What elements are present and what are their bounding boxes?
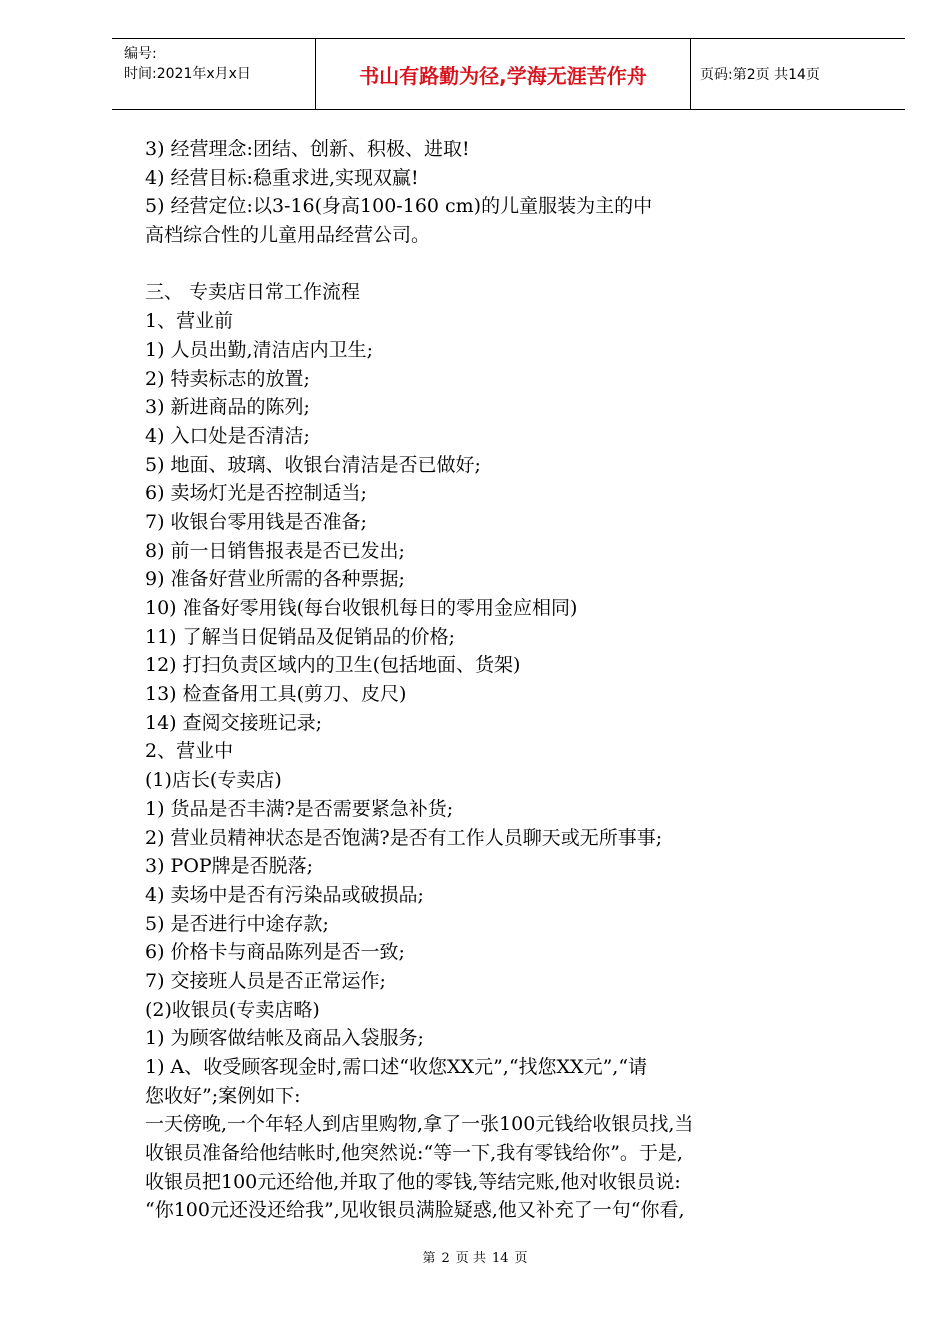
text-line: 1) 为顾客做结帐及商品入袋服务; bbox=[145, 1027, 424, 1050]
text-line: 1) A、收受顾客现金时,需口述“收您XX元”,“找您XX元”,“请 bbox=[145, 1056, 648, 1078]
text-line: 高档综合性的儿童用品经营公司。 bbox=[145, 224, 431, 247]
footer-page-number: 2 bbox=[441, 1251, 450, 1266]
text-line: 6) 价格卡与商品陈列是否一致; bbox=[145, 941, 405, 964]
text-line: 三、 专卖店日常工作流程 bbox=[145, 281, 361, 304]
footer-total-pages: 14 bbox=[491, 1251, 509, 1266]
footer-suffix: 页 bbox=[514, 1251, 528, 1266]
page-info-text: 页码:第2页 共14页 bbox=[700, 67, 820, 83]
text-line: (1)店长(专卖店) bbox=[145, 769, 282, 792]
text-line: 7) 收银台零用钱是否准备; bbox=[145, 510, 367, 533]
motto-text: 书山有路勤为径,学海无涯苦作舟 bbox=[359, 63, 647, 88]
footer-middle: 页 共 bbox=[455, 1251, 486, 1266]
header-motto-cell bbox=[315, 39, 691, 109]
text-line: 3) POP牌是否脱落; bbox=[145, 855, 314, 878]
text-line: 6) 卖场灯光是否控制适当; bbox=[145, 482, 367, 505]
text-line: 收银员准备给他结帐时,他突然说:“等一下,我有零钱给你”。于是, bbox=[145, 1142, 683, 1165]
text-line: 收银员把100元还给他,并取了他的零钱,等结完账,他对收银员说: bbox=[145, 1170, 681, 1193]
number-label: 编号: bbox=[124, 46, 157, 62]
text-line: 2) 营业员精神状态是否饱满?是否有工作人员聊天或无所事事; bbox=[145, 826, 663, 849]
document-body bbox=[145, 135, 880, 1225]
text-line: 8) 前一日销售报表是否已发出; bbox=[145, 539, 405, 562]
time-label: 时间:2021年x月x日 bbox=[124, 66, 251, 82]
text-line: (2)收银员(专卖店略) bbox=[145, 998, 320, 1021]
text-line: 5) 经营定位:以3-16(身高100-160 cm)的儿童服装为主的中 bbox=[145, 195, 653, 218]
text-line: 2、营业中 bbox=[145, 740, 234, 763]
text-line: 5) 地面、玻璃、收银台清洁是否已做好; bbox=[145, 453, 481, 476]
blank-line bbox=[145, 250, 880, 279]
text-line: 1、营业前 bbox=[145, 310, 234, 333]
text-line: 3) 新进商品的陈列; bbox=[145, 396, 310, 419]
text-line: 4) 经营目标:稳重求进,实现双赢! bbox=[145, 166, 419, 189]
text-line: 9) 准备好营业所需的各种票据; bbox=[145, 568, 405, 591]
text-line: 11) 了解当日促销品及促销品的价格; bbox=[145, 625, 456, 648]
text-line: 您收好”;案例如下: bbox=[145, 1084, 301, 1107]
header-page-info bbox=[690, 39, 905, 109]
text-line: 14) 查阅交接班记录; bbox=[145, 711, 323, 734]
text-line: 7) 交接班人员是否正常运作; bbox=[145, 969, 386, 992]
text-line: 10) 准备好零用钱(每台收银机每日的零用金应相同) bbox=[145, 597, 578, 619]
text-line: “你100元还没还给我”,见收银员满脸疑惑,他又补充了一句“你看, bbox=[145, 1199, 685, 1222]
text-line: 3) 经营理念:团结、创新、积极、进取! bbox=[145, 138, 470, 160]
page-footer bbox=[0, 1247, 950, 1266]
text-line: 一天傍晚,一个年轻人到店里购物,拿了一张100元钱给收银员找,当 bbox=[145, 1113, 694, 1136]
text-line: 2) 特卖标志的放置; bbox=[145, 367, 310, 390]
text-line: 4) 卖场中是否有污染品或破损品; bbox=[145, 883, 424, 906]
text-line: 5) 是否进行中途存款; bbox=[145, 912, 329, 935]
header-meta bbox=[112, 39, 314, 109]
text-line: 4) 入口处是否清洁; bbox=[145, 424, 310, 447]
footer-prefix: 第 bbox=[422, 1251, 436, 1266]
text-line: 13) 检查备用工具(剪刀、皮尺) bbox=[145, 683, 407, 706]
text-line: 1) 货品是否丰满?是否需要紧急补货; bbox=[145, 797, 454, 820]
page-header bbox=[112, 38, 905, 110]
text-line: 12) 打扫负责区域内的卫生(包括地面、货架) bbox=[145, 654, 521, 677]
text-line: 1) 人员出勤,清洁店内卫生; bbox=[145, 338, 373, 361]
